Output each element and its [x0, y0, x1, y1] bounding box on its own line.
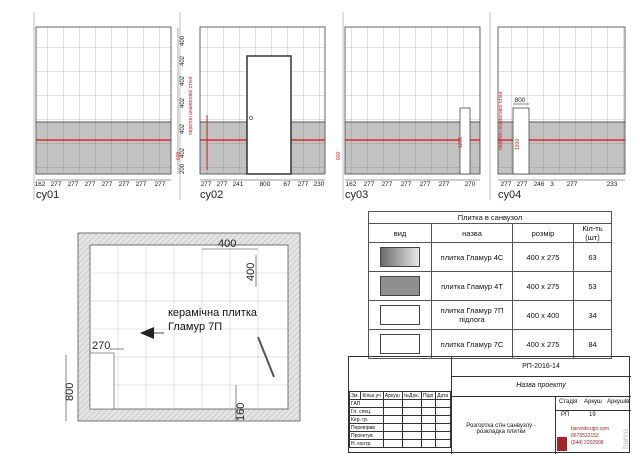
elevation-su03: [345, 27, 480, 174]
sheet-header: Аркуш: [584, 399, 602, 405]
col-header: Зм.: [350, 392, 361, 400]
dim-su01-4: 277: [101, 181, 113, 188]
plan-dim-right: 400: [245, 262, 257, 281]
dim-su03-2: 277: [381, 181, 393, 188]
col-header: Підп: [422, 392, 436, 400]
dim-su01-6: 277: [135, 181, 147, 188]
project-code: РП-2016-14: [522, 363, 560, 370]
dim-su04-5: 233: [606, 181, 618, 188]
dim-su04-1: 277: [516, 181, 528, 188]
door-opening: [247, 56, 291, 174]
swatch-7c: [380, 334, 420, 354]
revision-table: [349, 391, 451, 448]
dim-su02-2: 241: [232, 181, 244, 188]
su03-mark2: 600: [336, 151, 342, 160]
sheet-title: Розгортка стін санвузлу - розкладка плитки: [466, 423, 536, 435]
su02-mark: 600: [176, 151, 182, 160]
dim-su03-3: 277: [400, 181, 412, 188]
plan-dim-top: 400: [218, 238, 237, 250]
su02-vdim-1: 402: [180, 55, 186, 66]
legend-header-size: розмір: [513, 224, 574, 243]
su03-mark: 1200: [458, 136, 464, 148]
stage-value: РП: [561, 412, 570, 418]
su02-vdim-5: 402: [180, 147, 186, 158]
legend-header-qty: Кіл-ть (шт): [574, 224, 612, 243]
stage-header: Стадія: [559, 399, 578, 405]
role-label: Перевірив: [350, 424, 384, 432]
legend-row-name: плитка Гламур 7С: [432, 330, 513, 359]
legend-row-qty: 84: [574, 330, 612, 359]
dim-su02-0: 277: [200, 181, 212, 188]
legend-row-name: плитка Гламур 7П підлога: [432, 301, 513, 330]
su02-vdim-2: 402: [180, 75, 186, 86]
dim-su01-5: 277: [118, 181, 130, 188]
elevation-label-su04: су04: [498, 189, 522, 201]
legend-row-name: плитка Гламур 4Т: [432, 272, 513, 301]
legend-row-size: 400 х 400: [513, 301, 574, 330]
legend-row-size: 400 х 275: [513, 272, 574, 301]
dim-su02-4: 67: [283, 181, 291, 188]
role-label: Проектув.: [350, 432, 384, 440]
dim-su04-0: 277: [500, 181, 512, 188]
swatch-7p: [380, 305, 420, 325]
plan-dim-height: 800: [64, 382, 76, 401]
brand-logo-icon: [557, 437, 567, 451]
su02-note: перетин аналогової стіни: [188, 76, 194, 135]
su02-vdim-4: 402: [180, 123, 186, 134]
col-header: №Док.: [402, 392, 421, 400]
elevation-label-su02: су02: [200, 189, 224, 201]
su04-top-dim: 800: [514, 97, 526, 104]
role-label: ГАП: [350, 400, 384, 408]
dim-su02-6: 230: [313, 181, 325, 188]
legend-row-qty: 53: [574, 272, 612, 301]
dim-su01-1: 277: [50, 181, 62, 188]
elevation-strip: [0, 0, 640, 205]
dim-su04-2: 246: [533, 181, 545, 188]
contact-phone-2: (044) 2202908: [571, 440, 604, 446]
su02-vdim-3: 402: [180, 97, 186, 108]
su04-note: перетин аналогової стіни: [498, 91, 504, 150]
bathtub: [90, 353, 114, 409]
floor-plan: [60, 225, 305, 453]
col-header: Дата: [436, 392, 451, 400]
su02-vdim-0: 400: [180, 35, 186, 46]
legend-title: Плитка в санвузол: [369, 212, 612, 224]
plan-dim-left: 270: [92, 340, 111, 352]
dim-su02-1: 277: [216, 181, 228, 188]
dim-su01-0: 162: [34, 181, 46, 188]
col-header: Кільк.уч: [361, 392, 383, 400]
dim-su01-3: 277: [84, 181, 96, 188]
role-label: Кер. гр.: [350, 416, 384, 424]
legend-row-size: 400 х 275: [513, 243, 574, 272]
dim-su02-5: 277: [297, 181, 309, 188]
dim-su03-5: 277: [438, 181, 450, 188]
elevation-label-su01: су01: [36, 189, 60, 201]
dim-su03-0: 162: [345, 181, 357, 188]
su04-mark: 1200: [515, 138, 521, 150]
su02-vdim-6: 200: [180, 163, 186, 174]
dim-su04-3: 3: [550, 181, 554, 188]
legend-row-qty: 34: [574, 301, 612, 330]
plan-label: керамічна плитка Гламур 7П: [168, 307, 258, 333]
dim-su02-3: 800: [259, 181, 271, 188]
sheet-value: 19: [589, 412, 596, 418]
legend-header-name: назва: [432, 224, 513, 243]
role-label: Н. контр.: [350, 440, 384, 448]
title-block: [348, 356, 630, 453]
contact-phone-1: 0675532152: [571, 433, 599, 439]
project-name: Назва проекту: [516, 382, 566, 389]
contact-site: barvodesign.com: [571, 426, 610, 432]
dim-su01-2: 277: [67, 181, 79, 188]
legend-row-qty: 63: [574, 243, 612, 272]
swatch-4c: [380, 247, 420, 267]
legend-row-name: плитка Гламур 4С: [432, 243, 513, 272]
swatch-4t: [380, 276, 420, 296]
elevation-su01: [36, 27, 171, 174]
role-label: Гл. спец.: [350, 408, 384, 416]
dim-su03-1: 277: [363, 181, 375, 188]
dim-su03-6: 270: [464, 181, 476, 188]
elevation-label-su03: су03: [345, 189, 369, 201]
legend-header-view: вид: [369, 224, 432, 243]
legend-row-size: 400 х 275: [513, 330, 574, 359]
elevation-su02: [178, 27, 325, 174]
sheets-header: Аркушів: [607, 399, 630, 405]
plan-dim-bottom: 160: [235, 402, 247, 421]
tile-legend: [368, 211, 612, 359]
dim-su04-4: 277: [566, 181, 578, 188]
col-header: Аркуш: [383, 392, 402, 400]
dim-su01-7: 277: [154, 181, 166, 188]
brand-name: barvo: [621, 428, 630, 449]
dim-su03-4: 277: [419, 181, 431, 188]
brand-block: [557, 423, 617, 453]
